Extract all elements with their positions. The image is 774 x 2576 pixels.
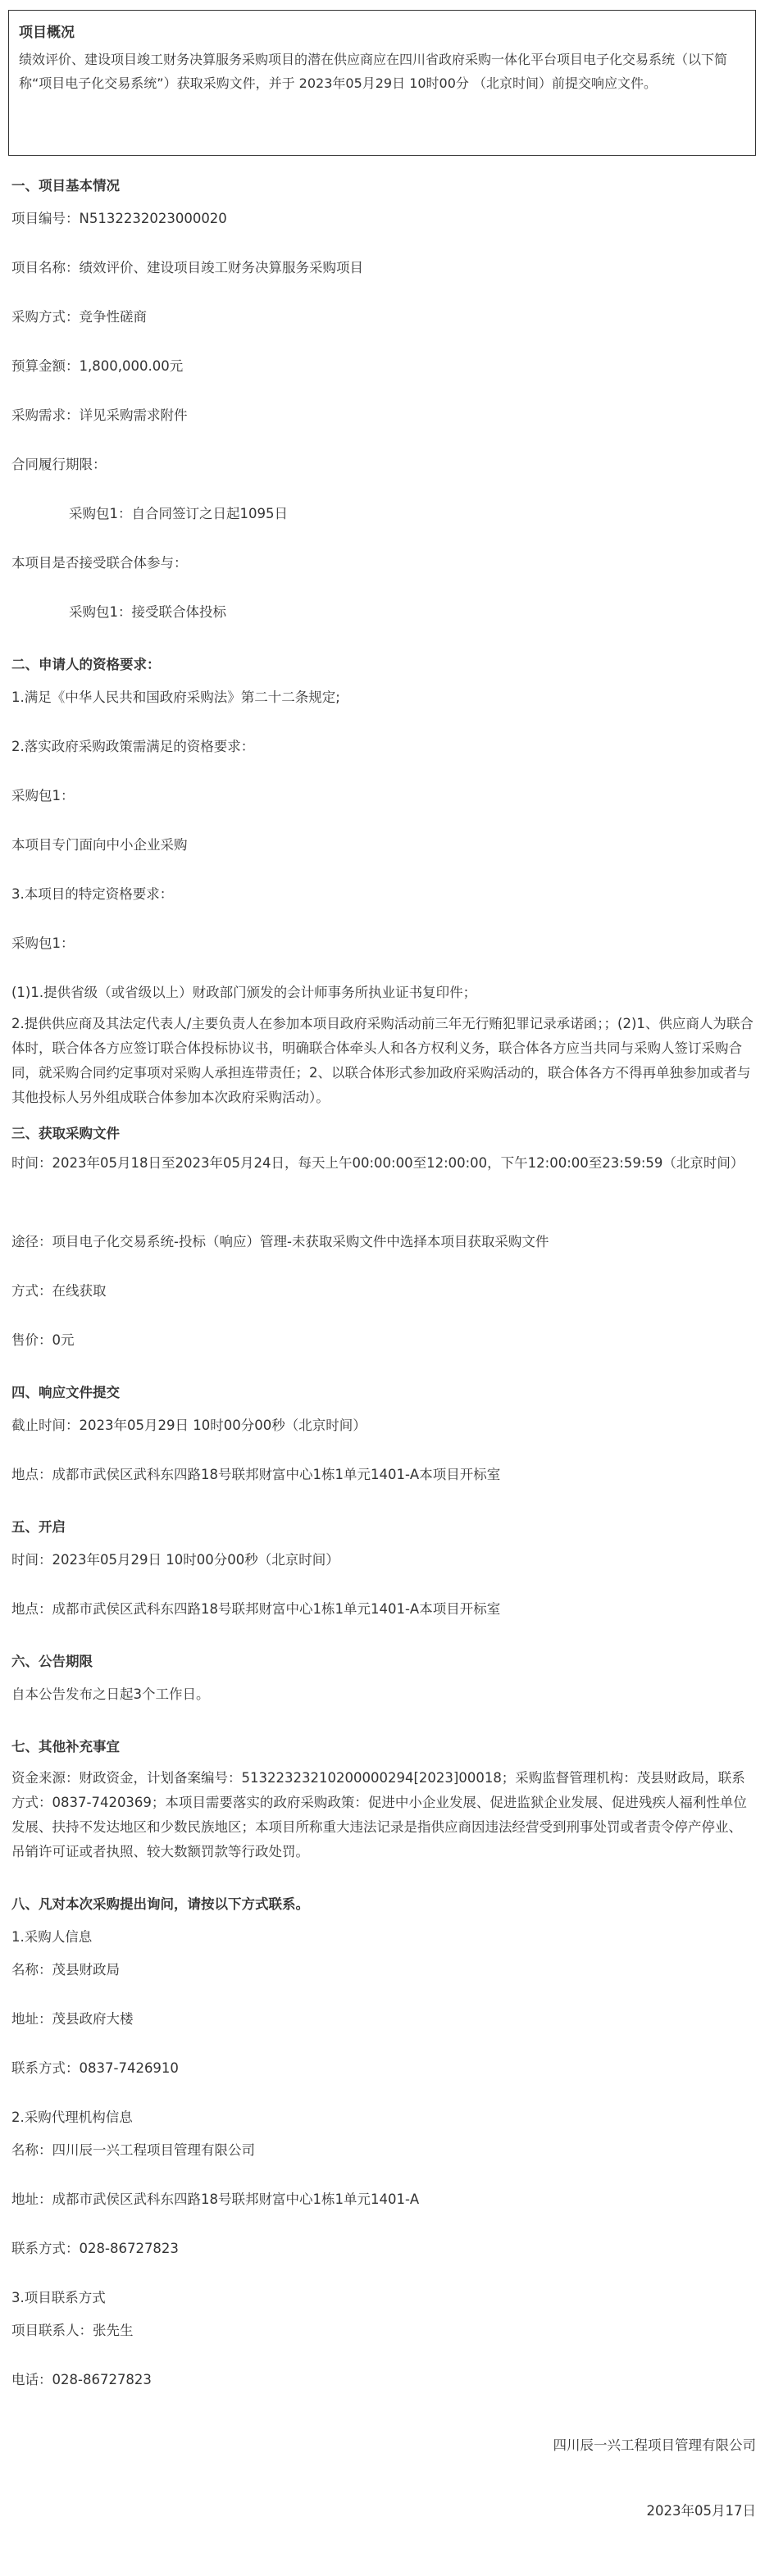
section-2-heading: 二、申请人的资格要求： [11, 657, 161, 672]
buyer-phone: 联系方式：0837-7426910 [11, 2060, 179, 2076]
budget-amount: 预算金额：1,800,000.00元 [11, 358, 184, 374]
overview-text: 绩效评价、建设项目竣工财务决算服务采购项目的潜在供应商应在四川省政府采购一体化平台项目电子化交易系统（以下简称“项目电子化交易系统”）获取采购文件，并于 2023年05月29日 10时00分 （北京时间）前提交响应文件。 [19, 52, 728, 91]
project-name: 项目名称：绩效评价、建设项目竣工财务决算服务采购项目 [11, 260, 363, 275]
overview-title: 项目概况 [19, 25, 75, 41]
qualification-package-1: 采购包1： [11, 788, 75, 803]
agent-phone: 联系方式：028-86727823 [11, 2241, 179, 2256]
specific-requirement-2: 2.提供供应商及其法定代表人/主要负责人在参加本项目政府采购活动前三年无行贿犯罪记录承诺函；；(2)1、供应商人为联合体时，联合体各方应签订联合体投标协议书，明确联合体牵头人和各方权利义务，联合体各方应当共同与采购人签订采购合同，就采购合同约定事项对采购人承担连带责任；2、以联合体形式参加政府采购活动的，联合体各方不得再单独参加或者与其他投标人另外组成联合体参加本次政府采购活动）。 [11, 1016, 754, 1105]
qualification-item-3: 3.本项目的特定资格要求： [11, 886, 174, 902]
consortium-package: 采购包1：接受联合体投标 [69, 604, 226, 620]
supplementary-info: 资金来源：财政资金，计划备案编号：51322323210200000294[2023]00018；采购监督管理机构：茂县财政局，联系方式：0837-7420369；本项目需要落实的政府采购政策：促进中小企业发展、促进监狱企业发展、促进残疾人福利性单位发展、扶持不发达地区和少数民族地区；本项目所称重大违法记录是指供应商因违法经营受到刑事处罚或者责令停产停业、吊销许可证或者执照、较大数额罚款等行政处罚。 [11, 1770, 747, 1859]
project-number: 项目编号：N5132232023000020 [11, 211, 227, 226]
contact-person: 项目联系人：张先生 [11, 2323, 134, 2338]
buyer-info-title: 1.采购人信息 [11, 1929, 93, 1945]
qualification-item-2: 2.落实政府采购政策需满足的资格要求： [11, 739, 255, 754]
section-1-heading: 一、项目基本情况 [11, 178, 120, 193]
section-5-heading: 五、开启 [11, 1519, 66, 1535]
opening-place: 地点：成都市武侯区武科东四路18号联邦财富中心1栋1单元1401-A本项目开标室 [11, 1601, 501, 1617]
specific-requirement-1: (1)1.提供省级（或省级以上）财政部门颁发的会计师事务所执业证书复印件； [11, 985, 477, 1000]
contact-phone: 电话：028-86727823 [11, 2372, 152, 2387]
section-3-heading: 三、获取采购文件 [11, 1126, 120, 1141]
document-way: 途径：项目电子化交易系统-投标（响应）管理-未获取采购文件中选择本项目获取采购文件 [11, 1234, 549, 1249]
agent-info-title: 2.采购代理机构信息 [11, 2109, 133, 2125]
contract-term-label: 合同履行期限： [11, 457, 107, 472]
submission-deadline: 截止时间：2023年05月29日 10时00分00秒（北京时间） [11, 1418, 367, 1433]
procurement-method: 采购方式：竞争性磋商 [11, 309, 147, 325]
sme-requirement: 本项目专门面向中小企业采购 [11, 837, 188, 853]
contract-term-package: 采购包1：自合同签订之日起1095日 [69, 506, 288, 521]
opening-time: 时间：2023年05月29日 10时00分00秒（北京时间） [11, 1552, 339, 1568]
document-price: 售价：0元 [11, 1332, 75, 1348]
qualification-item-1: 1.满足《中华人民共和国政府采购法》第二十二条规定; [11, 690, 340, 705]
buyer-address: 地址：茂县政府大楼 [11, 2011, 134, 2027]
agent-name: 名称：四川辰一兴工程项目管理有限公司 [11, 2142, 255, 2158]
procurement-demand: 采购需求：详见采购需求附件 [11, 407, 188, 423]
contact-info-title: 3.项目联系方式 [11, 2290, 106, 2305]
section-8-heading: 八、凡对本次采购提出询问，请按以下方式联系。 [11, 1896, 309, 1912]
project-overview-box [8, 10, 756, 156]
section-4-heading: 四、响应文件提交 [11, 1385, 120, 1400]
footer-date: 2023年05月17日 [646, 2503, 756, 2519]
consortium-label: 本项目是否接受联合体参与： [11, 555, 188, 571]
submission-place: 地点：成都市武侯区武科东四路18号联邦财富中心1栋1单元1401-A本项目开标室 [11, 1467, 501, 1482]
section-7-heading: 七、其他补充事宜 [11, 1739, 120, 1755]
notice-period: 自本公告发布之日起3个工作日。 [11, 1686, 210, 1702]
agent-address: 地址：成都市武侯区武科东四路18号联邦财富中心1栋1单元1401-A [11, 2191, 420, 2207]
section-6-heading: 六、公告期限 [11, 1654, 93, 1669]
footer-organization: 四川辰一兴工程项目管理有限公司 [553, 2437, 756, 2453]
qualification-package-1b: 采购包1： [11, 935, 75, 951]
buyer-name: 名称：茂县财政局 [11, 1962, 120, 1978]
document-mode: 方式：在线获取 [11, 1283, 107, 1299]
document-time: 时间：2023年05月18日至2023年05月24日，每天上午00:00:00至12:00:00，下午12:00:00至23:59:59（北京时间） [11, 1155, 744, 1171]
